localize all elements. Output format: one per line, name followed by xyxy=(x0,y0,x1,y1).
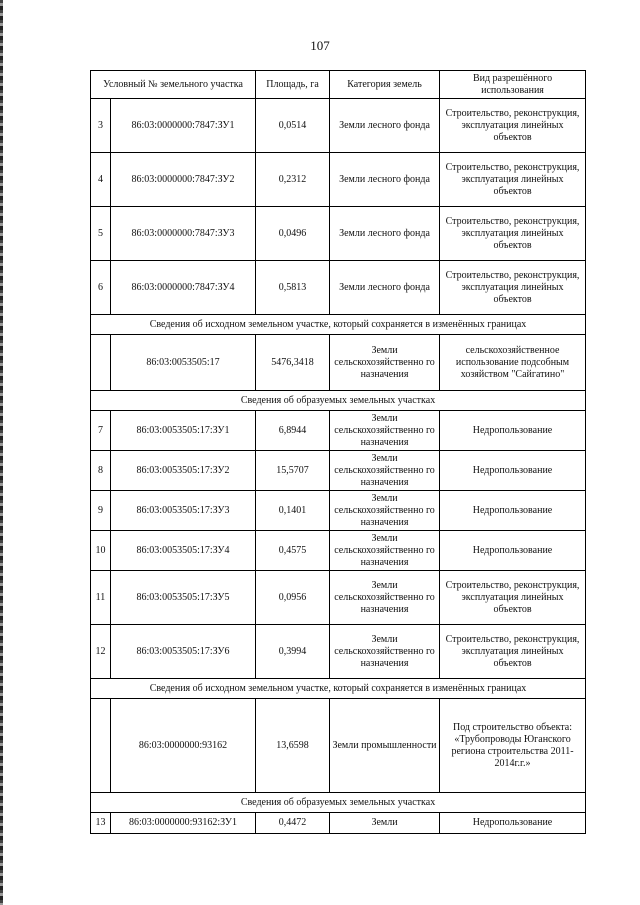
land-category-cell: Земли сельскохозяйственно го назначения xyxy=(330,451,440,491)
row-number-cell xyxy=(91,335,111,391)
permitted-use-cell: Строительство, реконструкция, эксплуатация линейных объектов xyxy=(440,99,586,153)
row-number-cell: 10 xyxy=(91,531,111,571)
row-number-cell: 13 xyxy=(91,813,111,834)
land-category-cell: Земли лесного фонда xyxy=(330,153,440,207)
permitted-use-cell: Недропользование xyxy=(440,451,586,491)
area-cell: 5476,3418 xyxy=(256,335,330,391)
cadastral-number-cell: 86:03:0053505:17:ЗУ6 xyxy=(111,625,256,679)
table-header-row xyxy=(91,71,586,99)
section-heading: Сведения об образуемых земельных участках xyxy=(91,391,586,411)
cadastral-number-cell: 86:03:0000000:7847:ЗУ3 xyxy=(111,207,256,261)
row-number-cell xyxy=(91,699,111,793)
cadastral-number-cell: 86:03:0053505:17:ЗУ1 xyxy=(111,411,256,451)
area-cell: 0,2312 xyxy=(256,153,330,207)
area-cell: 0,4472 xyxy=(256,813,330,834)
permitted-use-cell: Строительство, реконструкция, эксплуатация линейных объектов xyxy=(440,153,586,207)
table-row xyxy=(91,625,586,679)
row-number-cell: 6 xyxy=(91,261,111,315)
header-area: Площадь, га xyxy=(256,71,330,99)
section-heading: Сведения об образуемых земельных участках xyxy=(91,793,586,813)
permitted-use-cell: Строительство, реконструкция, эксплуатация линейных объектов xyxy=(440,261,586,315)
table-row xyxy=(91,153,586,207)
section-row xyxy=(91,315,586,335)
row-number-cell: 7 xyxy=(91,411,111,451)
section-row xyxy=(91,793,586,813)
permitted-use-cell: Недропользование xyxy=(440,531,586,571)
section-heading: Сведения об исходном земельном участке, который сохраняется в изменённых границах xyxy=(91,315,586,335)
permitted-use-cell: Строительство, реконструкция, эксплуатация линейных объектов xyxy=(440,571,586,625)
area-cell: 0,0956 xyxy=(256,571,330,625)
cadastral-number-cell: 86:03:0053505:17 xyxy=(111,335,256,391)
area-cell: 15,5707 xyxy=(256,451,330,491)
permitted-use-cell: сельскохозяйственное использование подсобным хозяйством "Сайгатино" xyxy=(440,335,586,391)
land-plots-table xyxy=(90,70,586,834)
land-category-cell: Земли сельскохозяйственно го назначения xyxy=(330,411,440,451)
permitted-use-cell: Недропользование xyxy=(440,813,586,834)
permitted-use-cell: Под строительство объекта: «Трубопроводы Юганского региона строительства 2011-2014г.г.» xyxy=(440,699,586,793)
cadastral-number-cell: 86:03:0000000:93162 xyxy=(111,699,256,793)
cadastral-number-cell: 86:03:0000000:7847:ЗУ4 xyxy=(111,261,256,315)
header-cadastral: Условный № земельного участка xyxy=(91,71,256,99)
cadastral-number-cell: 86:03:0053505:17:ЗУ2 xyxy=(111,451,256,491)
row-number-cell: 4 xyxy=(91,153,111,207)
table-row xyxy=(91,335,586,391)
area-cell: 0,1401 xyxy=(256,491,330,531)
table-row xyxy=(91,699,586,793)
land-category-cell: Земли сельскохозяйственно го назначения xyxy=(330,335,440,391)
header-category: Категория земель xyxy=(330,71,440,99)
table-row xyxy=(91,531,586,571)
land-category-cell: Земли сельскохозяйственно го назначения xyxy=(330,625,440,679)
area-cell: 13,6598 xyxy=(256,699,330,793)
cadastral-number-cell: 86:03:0053505:17:ЗУ5 xyxy=(111,571,256,625)
area-cell: 0,0496 xyxy=(256,207,330,261)
area-cell: 0,4575 xyxy=(256,531,330,571)
area-cell: 0,3994 xyxy=(256,625,330,679)
land-category-cell: Земли лесного фонда xyxy=(330,99,440,153)
row-number-cell: 11 xyxy=(91,571,111,625)
area-cell: 0,0514 xyxy=(256,99,330,153)
table-row xyxy=(91,571,586,625)
cadastral-number-cell: 86:03:0053505:17:ЗУ3 xyxy=(111,491,256,531)
header-use: Вид разрешённого использования xyxy=(440,71,586,99)
table-row xyxy=(91,411,586,451)
row-number-cell: 5 xyxy=(91,207,111,261)
land-category-cell: Земли сельскохозяйственно го назначения xyxy=(330,571,440,625)
table-row xyxy=(91,451,586,491)
cadastral-number-cell: 86:03:0053505:17:ЗУ4 xyxy=(111,531,256,571)
area-cell: 6,8944 xyxy=(256,411,330,451)
row-number-cell: 3 xyxy=(91,99,111,153)
section-heading: Сведения об исходном земельном участке, который сохраняется в изменённых границах xyxy=(91,679,586,699)
table-row xyxy=(91,207,586,261)
cadastral-number-cell: 86:03:0000000:7847:ЗУ1 xyxy=(111,99,256,153)
permitted-use-cell: Строительство, реконструкция, эксплуатация линейных объектов xyxy=(440,207,586,261)
table-row xyxy=(91,491,586,531)
row-number-cell: 8 xyxy=(91,451,111,491)
permitted-use-cell: Недропользование xyxy=(440,491,586,531)
section-row xyxy=(91,679,586,699)
land-category-cell: Земли сельскохозяйственно го назначения xyxy=(330,491,440,531)
area-cell: 0,5813 xyxy=(256,261,330,315)
table-row xyxy=(91,813,586,834)
land-category-cell: Земли сельскохозяйственно го назначения xyxy=(330,531,440,571)
page-number: 107 xyxy=(310,38,330,53)
cadastral-number-cell: 86:03:0000000:93162:ЗУ1 xyxy=(111,813,256,834)
row-number-cell: 9 xyxy=(91,491,111,531)
permitted-use-cell: Недропользование xyxy=(440,411,586,451)
section-row xyxy=(91,391,586,411)
land-category-cell: Земли лесного фонда xyxy=(330,261,440,315)
row-number-cell: 12 xyxy=(91,625,111,679)
table-row xyxy=(91,261,586,315)
table-row xyxy=(91,99,586,153)
land-category-cell: Земли xyxy=(330,813,440,834)
land-category-cell: Земли лесного фонда xyxy=(330,207,440,261)
scan-edge xyxy=(0,0,3,905)
land-category-cell: Земли промышленности xyxy=(330,699,440,793)
permitted-use-cell: Строительство, реконструкция, эксплуатация линейных объектов xyxy=(440,625,586,679)
cadastral-number-cell: 86:03:0000000:7847:ЗУ2 xyxy=(111,153,256,207)
